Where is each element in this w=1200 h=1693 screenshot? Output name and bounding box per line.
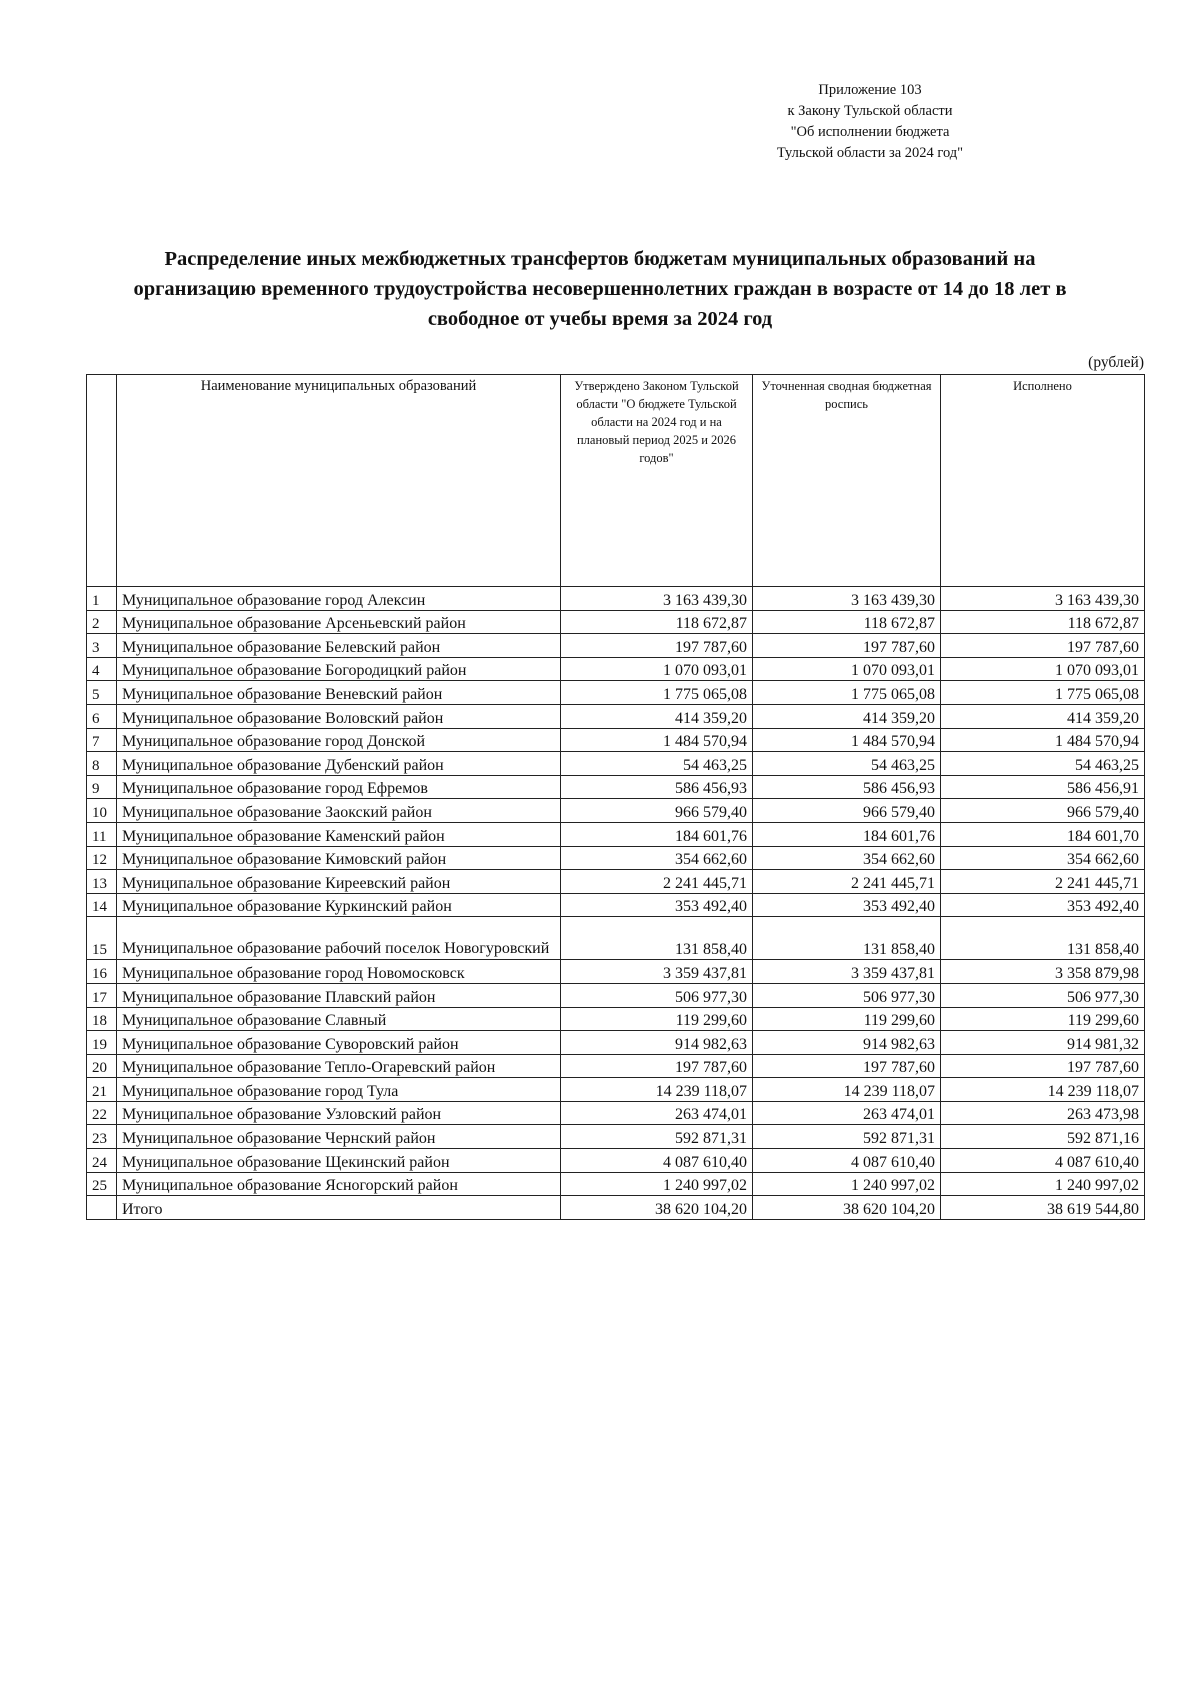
row-executed: 1 484 570,94: [941, 728, 1145, 752]
row-executed: 197 787,60: [941, 1054, 1145, 1078]
row-approved: 414 359,20: [561, 704, 753, 728]
row-approved: 506 977,30: [561, 983, 753, 1007]
row-name: Муниципальное образование Плавский район: [117, 983, 561, 1007]
row-name: Муниципальное образование Дубенский район: [117, 752, 561, 776]
row-name: Муниципальное образование Веневский район: [117, 681, 561, 705]
row-number: 24: [87, 1149, 117, 1173]
appendix-line-4: Тульской области за 2024 год": [776, 145, 964, 161]
row-number: 6: [87, 704, 117, 728]
row-name: Муниципальное образование Киреевский район: [117, 870, 561, 894]
total-number: [87, 1196, 117, 1220]
row-executed: 119 299,60: [941, 1007, 1145, 1031]
row-executed: 1 240 997,02: [941, 1172, 1145, 1196]
row-approved: 184 601,76: [561, 822, 753, 846]
row-number: 23: [87, 1125, 117, 1149]
table-row: [87, 1125, 1145, 1149]
row-revised: 586 456,93: [753, 775, 941, 799]
appendix-line-3: "Об исполнении бюджета: [790, 124, 950, 140]
row-number: 10: [87, 799, 117, 823]
row-executed: 263 473,98: [941, 1101, 1145, 1125]
row-approved: 592 871,31: [561, 1125, 753, 1149]
row-approved: 131 858,40: [561, 917, 753, 960]
row-executed: 354 662,60: [941, 846, 1145, 870]
table-row: [87, 1101, 1145, 1125]
row-number: 18: [87, 1007, 117, 1031]
row-executed: 118 672,87: [941, 610, 1145, 634]
row-name: Муниципальное образование Суворовский район: [117, 1031, 561, 1055]
header-executed: Исполнено: [941, 375, 1145, 587]
row-name: Муниципальное образование Узловский район: [117, 1101, 561, 1125]
total-row: [87, 1196, 1145, 1220]
title-line-2: организацию временного трудоустройства несовершеннолетних граждан в возрасте от 14 до 18 лет в: [133, 278, 1067, 300]
row-revised: 3 163 439,30: [753, 587, 941, 611]
row-executed: 4 087 610,40: [941, 1149, 1145, 1173]
row-revised: 1 775 065,08: [753, 681, 941, 705]
row-revised: 914 982,63: [753, 1031, 941, 1055]
table-row: [87, 1078, 1145, 1102]
row-number: 4: [87, 657, 117, 681]
row-executed: 131 858,40: [941, 917, 1145, 960]
row-name: Муниципальное образование Чернский район: [117, 1125, 561, 1149]
row-number: 25: [87, 1172, 117, 1196]
row-revised: 966 579,40: [753, 799, 941, 823]
table-row: [87, 983, 1145, 1007]
table-row: [87, 1172, 1145, 1196]
row-approved: 4 087 610,40: [561, 1149, 753, 1173]
row-executed: 3 163 439,30: [941, 587, 1145, 611]
table-row: [87, 917, 1145, 960]
table-row: [87, 728, 1145, 752]
row-executed: 353 492,40: [941, 893, 1145, 917]
row-number: 2: [87, 610, 117, 634]
row-revised: 1 240 997,02: [753, 1172, 941, 1196]
appendix-line-1: Приложение 103: [818, 82, 922, 98]
row-name: Муниципальное образование Куркинский район: [117, 893, 561, 917]
row-number: 14: [87, 893, 117, 917]
table-row: [87, 846, 1145, 870]
table-row: [87, 587, 1145, 611]
row-revised: 4 087 610,40: [753, 1149, 941, 1173]
row-name: Муниципальное образование город Алексин: [117, 587, 561, 611]
row-approved: 354 662,60: [561, 846, 753, 870]
total-revised: 38 620 104,20: [753, 1196, 941, 1220]
row-number: 1: [87, 587, 117, 611]
row-approved: 3 163 439,30: [561, 587, 753, 611]
row-number: 15: [87, 917, 117, 960]
row-revised: 2 241 445,71: [753, 870, 941, 894]
row-approved: 1 484 570,94: [561, 728, 753, 752]
table-body: [87, 587, 1145, 1196]
row-approved: 914 982,63: [561, 1031, 753, 1055]
row-revised: 118 672,87: [753, 610, 941, 634]
row-number: 17: [87, 983, 117, 1007]
row-name: Муниципальное образование город Донской: [117, 728, 561, 752]
table-row: [87, 610, 1145, 634]
row-executed: 197 787,60: [941, 634, 1145, 658]
row-number: 3: [87, 634, 117, 658]
row-number: 7: [87, 728, 117, 752]
row-name: Муниципальное образование город Тула: [117, 1078, 561, 1102]
row-revised: 353 492,40: [753, 893, 941, 917]
row-executed: 14 239 118,07: [941, 1078, 1145, 1102]
row-executed: 184 601,70: [941, 822, 1145, 846]
table-row: [87, 657, 1145, 681]
row-number: 19: [87, 1031, 117, 1055]
row-number: 9: [87, 775, 117, 799]
row-approved: 353 492,40: [561, 893, 753, 917]
row-executed: 914 981,32: [941, 1031, 1145, 1055]
table-row: [87, 1007, 1145, 1031]
row-approved: 54 463,25: [561, 752, 753, 776]
table-header-row: [87, 375, 1145, 587]
row-number: 16: [87, 960, 117, 984]
table-row: [87, 1054, 1145, 1078]
row-approved: 1 070 093,01: [561, 657, 753, 681]
row-executed: 506 977,30: [941, 983, 1145, 1007]
transfers-table: [86, 374, 1145, 1220]
header-number: [87, 375, 117, 587]
row-revised: 184 601,76: [753, 822, 941, 846]
row-executed: 414 359,20: [941, 704, 1145, 728]
row-name: Муниципальное образование рабочий поселок Новогуровский: [117, 917, 561, 960]
row-number: 8: [87, 752, 117, 776]
row-number: 22: [87, 1101, 117, 1125]
row-name: Муниципальное образование город Ефремов: [117, 775, 561, 799]
row-number: 5: [87, 681, 117, 705]
row-revised: 131 858,40: [753, 917, 941, 960]
row-name: Муниципальное образование Белевский район: [117, 634, 561, 658]
row-name: Муниципальное образование Заокский район: [117, 799, 561, 823]
table-row: [87, 634, 1145, 658]
row-approved: 14 239 118,07: [561, 1078, 753, 1102]
row-approved: 119 299,60: [561, 1007, 753, 1031]
row-revised: 1 484 570,94: [753, 728, 941, 752]
table-row: [87, 775, 1145, 799]
table-row: [87, 1149, 1145, 1173]
row-revised: 197 787,60: [753, 1054, 941, 1078]
units-label: (рублей): [1088, 354, 1144, 371]
row-revised: 119 299,60: [753, 1007, 941, 1031]
table-row: [87, 870, 1145, 894]
row-executed: 966 579,40: [941, 799, 1145, 823]
row-name: Муниципальное образование Славный: [117, 1007, 561, 1031]
row-approved: 197 787,60: [561, 1054, 753, 1078]
row-revised: 14 239 118,07: [753, 1078, 941, 1102]
row-revised: 414 359,20: [753, 704, 941, 728]
row-name: Муниципальное образование Ясногорский район: [117, 1172, 561, 1196]
document-title: [90, 244, 1110, 334]
table-row: [87, 799, 1145, 823]
row-revised: 263 474,01: [753, 1101, 941, 1125]
appendix-heading: [740, 80, 1000, 164]
row-number: 13: [87, 870, 117, 894]
row-name: Муниципальное образование Тепло-Огаревский район: [117, 1054, 561, 1078]
row-name: Муниципальное образование Воловский район: [117, 704, 561, 728]
row-approved: 586 456,93: [561, 775, 753, 799]
header-revised: Уточненная сводная бюджетная роспись: [753, 375, 941, 587]
row-revised: 592 871,31: [753, 1125, 941, 1149]
row-name: Муниципальное образование город Новомосковск: [117, 960, 561, 984]
table-row: [87, 960, 1145, 984]
row-revised: 197 787,60: [753, 634, 941, 658]
row-revised: 54 463,25: [753, 752, 941, 776]
row-number: 20: [87, 1054, 117, 1078]
row-approved: 263 474,01: [561, 1101, 753, 1125]
header-name: Наименование муниципальных образований: [117, 375, 561, 587]
table-row: [87, 681, 1145, 705]
row-revised: 354 662,60: [753, 846, 941, 870]
row-approved: 2 241 445,71: [561, 870, 753, 894]
row-approved: 3 359 437,81: [561, 960, 753, 984]
total-executed: 38 619 544,80: [941, 1196, 1145, 1220]
row-name: Муниципальное образование Богородицкий район: [117, 657, 561, 681]
row-executed: 54 463,25: [941, 752, 1145, 776]
table-row: [87, 752, 1145, 776]
row-approved: 966 579,40: [561, 799, 753, 823]
row-number: 21: [87, 1078, 117, 1102]
row-executed: 3 358 879,98: [941, 960, 1145, 984]
row-executed: 592 871,16: [941, 1125, 1145, 1149]
row-number: 12: [87, 846, 117, 870]
table-row: [87, 893, 1145, 917]
row-revised: 3 359 437,81: [753, 960, 941, 984]
total-approved: 38 620 104,20: [561, 1196, 753, 1220]
row-approved: 1 240 997,02: [561, 1172, 753, 1196]
row-name: Муниципальное образование Каменский район: [117, 822, 561, 846]
row-executed: 2 241 445,71: [941, 870, 1145, 894]
title-line-1: Распределение иных межбюджетных трансфертов бюджетам муниципальных образований на: [164, 248, 1036, 270]
row-name: Муниципальное образование Кимовский район: [117, 846, 561, 870]
row-approved: 118 672,87: [561, 610, 753, 634]
total-label: Итого: [117, 1196, 561, 1220]
row-executed: 586 456,91: [941, 775, 1145, 799]
row-executed: 1 070 093,01: [941, 657, 1145, 681]
row-revised: 506 977,30: [753, 983, 941, 1007]
table-row: [87, 1031, 1145, 1055]
title-line-3: свободное от учебы время за 2024 год: [427, 308, 773, 330]
row-executed: 1 775 065,08: [941, 681, 1145, 705]
appendix-line-2: к Закону Тульской области: [787, 103, 953, 119]
table-row: [87, 822, 1145, 846]
row-approved: 197 787,60: [561, 634, 753, 658]
table-row: [87, 704, 1145, 728]
row-revised: 1 070 093,01: [753, 657, 941, 681]
header-approved: Утверждено Законом Тульской области "О бюджете Тульской области на 2024 год и на плановый период 2025 и 2026 годов": [561, 375, 753, 587]
row-number: 11: [87, 822, 117, 846]
row-name: Муниципальное образование Арсеньевский район: [117, 610, 561, 634]
row-approved: 1 775 065,08: [561, 681, 753, 705]
row-name: Муниципальное образование Щекинский район: [117, 1149, 561, 1173]
